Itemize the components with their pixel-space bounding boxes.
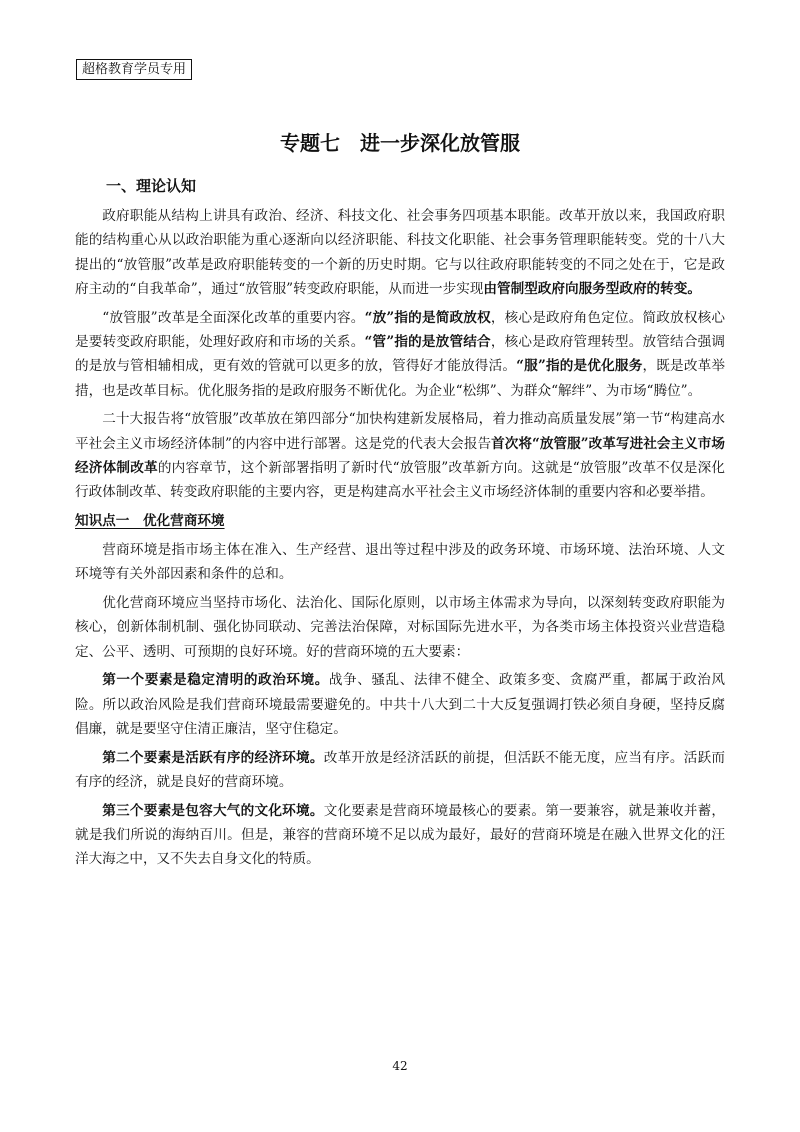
bold-lead: 第一个要素是稳定清明的政治环境。 [102, 672, 329, 689]
paragraph-5: 优化营商环境应当坚持市场化、法治化、国际化原则，以市场主体需求为导向，以深刻转变政府职能为核心，创新体制机制、强化协同联动、完善法治保障，对标国际先进水平，为各类市场主体投资兴业营造稳定、公平、透明、可预期的良好环境。好的营商环境的五大要素： [75, 594, 725, 660]
paragraph-4: 营商环境是指市场主体在准入、生产经营、退出等过程中涉及的政务环境、市场环境、法治环境、人文环境等有关外部因素和条件的总和。 [75, 541, 725, 583]
paragraph-3: 二十大报告将“放管服”改革放在第四部分“加快构建新发展格局，着力推动高质量发展”第一节“构建高水平社会主义市场经济体制”的内容中进行部署。这是党的代表大会报告首次将“放管服”改革写进社会主义市场经济体制改革的内容章节，这个新部署指明了新时代“放管服”改革新方向。这就是“放管服”改革不仅是深化行政体制改革、转变政府职能的主要内容，更是构建高水平社会主义市场经济体制的重要内容和必要举措。 [75, 411, 726, 501]
paragraph-7: 第二个要素是活跃有序的经济环境。改革开放是经济活跃的前提，但活跃不能无度，应当有序。活跃而有序的经济，就是良好的营商环境。 [75, 749, 726, 791]
paragraph-2: “放管服”改革是全面深化改革的重要内容。“放”指的是简政放权，核心是政府角色定位。简政放权核心是要转变政府职能，处理好政府和市场的关系。“管”指的是放管结合，核心是政府管理转型。放管结合强调的是放与管相辅相成，更有效的管就可以更多的放，管得好才能放得活。“服”指的是优化服务，既是改革举措，也是改革目标。优化服务指的是政府服务不断优化。为企业“松绑”、为群众“解绊”、为市场“腾位”。 [75, 309, 726, 399]
knowledge-point-heading: 知识点一 优化营商环境 [75, 513, 225, 530]
section-heading: 一、理论认知 [106, 177, 197, 195]
bold-phrase: “放”指的是简政放权 [364, 309, 491, 326]
bold-phrase: “服”指的是优化服务 [516, 358, 643, 375]
page-title: 专题七 进一步深化放管服 [280, 131, 520, 155]
paragraph-1: 政府职能从结构上讲具有政治、经济、科技文化、社会事务四项基本职能。改革开放以来，我国政府职能的结构重心从以政治职能为重心逐渐向以经济职能、科技文化职能、社会事务管理职能转变。党的十八大提出的“放管服”改革是政府职能转变的一个新的历史时期。它与以往政府职能转变的不同之处在于，它是政府主动的“自我革命”，通过“放管服”转变政府职能，从而进一步实现由管制型政府向服务型政府的转变。 [75, 208, 725, 297]
body-text [75, 204, 725, 876]
bold-lead: 第三个要素是包容大气的文化环境。 [102, 802, 324, 819]
bold-phrase: “管”指的是放管结合 [364, 333, 491, 350]
stamp-label: 超格教育学员专用 [76, 59, 192, 80]
page-number: 42 [392, 1059, 408, 1073]
paragraph-8: 第三个要素是包容大气的文化环境。文化要素是营商环境最核心的要素。第一要兼容，就是兼收并蓄，就是我们所说的海纳百川。但是，兼容的营商环境不足以成为最好，最好的营商环境是在融入世界文化的汪洋大海之中，又不失去自身文化的特质。 [75, 802, 726, 868]
bold-lead: 第二个要素是活跃有序的经济环境。 [102, 749, 324, 766]
bold-phrase: 由管制型政府向服务型政府的转变。 [483, 280, 701, 297]
bold-phrase: 首次将“放管服”改革写进社会主义市场经济体制改革 [75, 435, 726, 476]
paragraph-6: 第一个要素是稳定清明的政治环境。战争、骚乱、法律不健全、政策多变、贪腐严重，都属于政治风险。所以政治风险是我们营商环境最需要避免的。中共十八大到二十大反复强调打铁必须自身硬，坚持反腐倡廉，就是要坚守住清正廉洁，坚守住稳定。 [75, 672, 725, 737]
